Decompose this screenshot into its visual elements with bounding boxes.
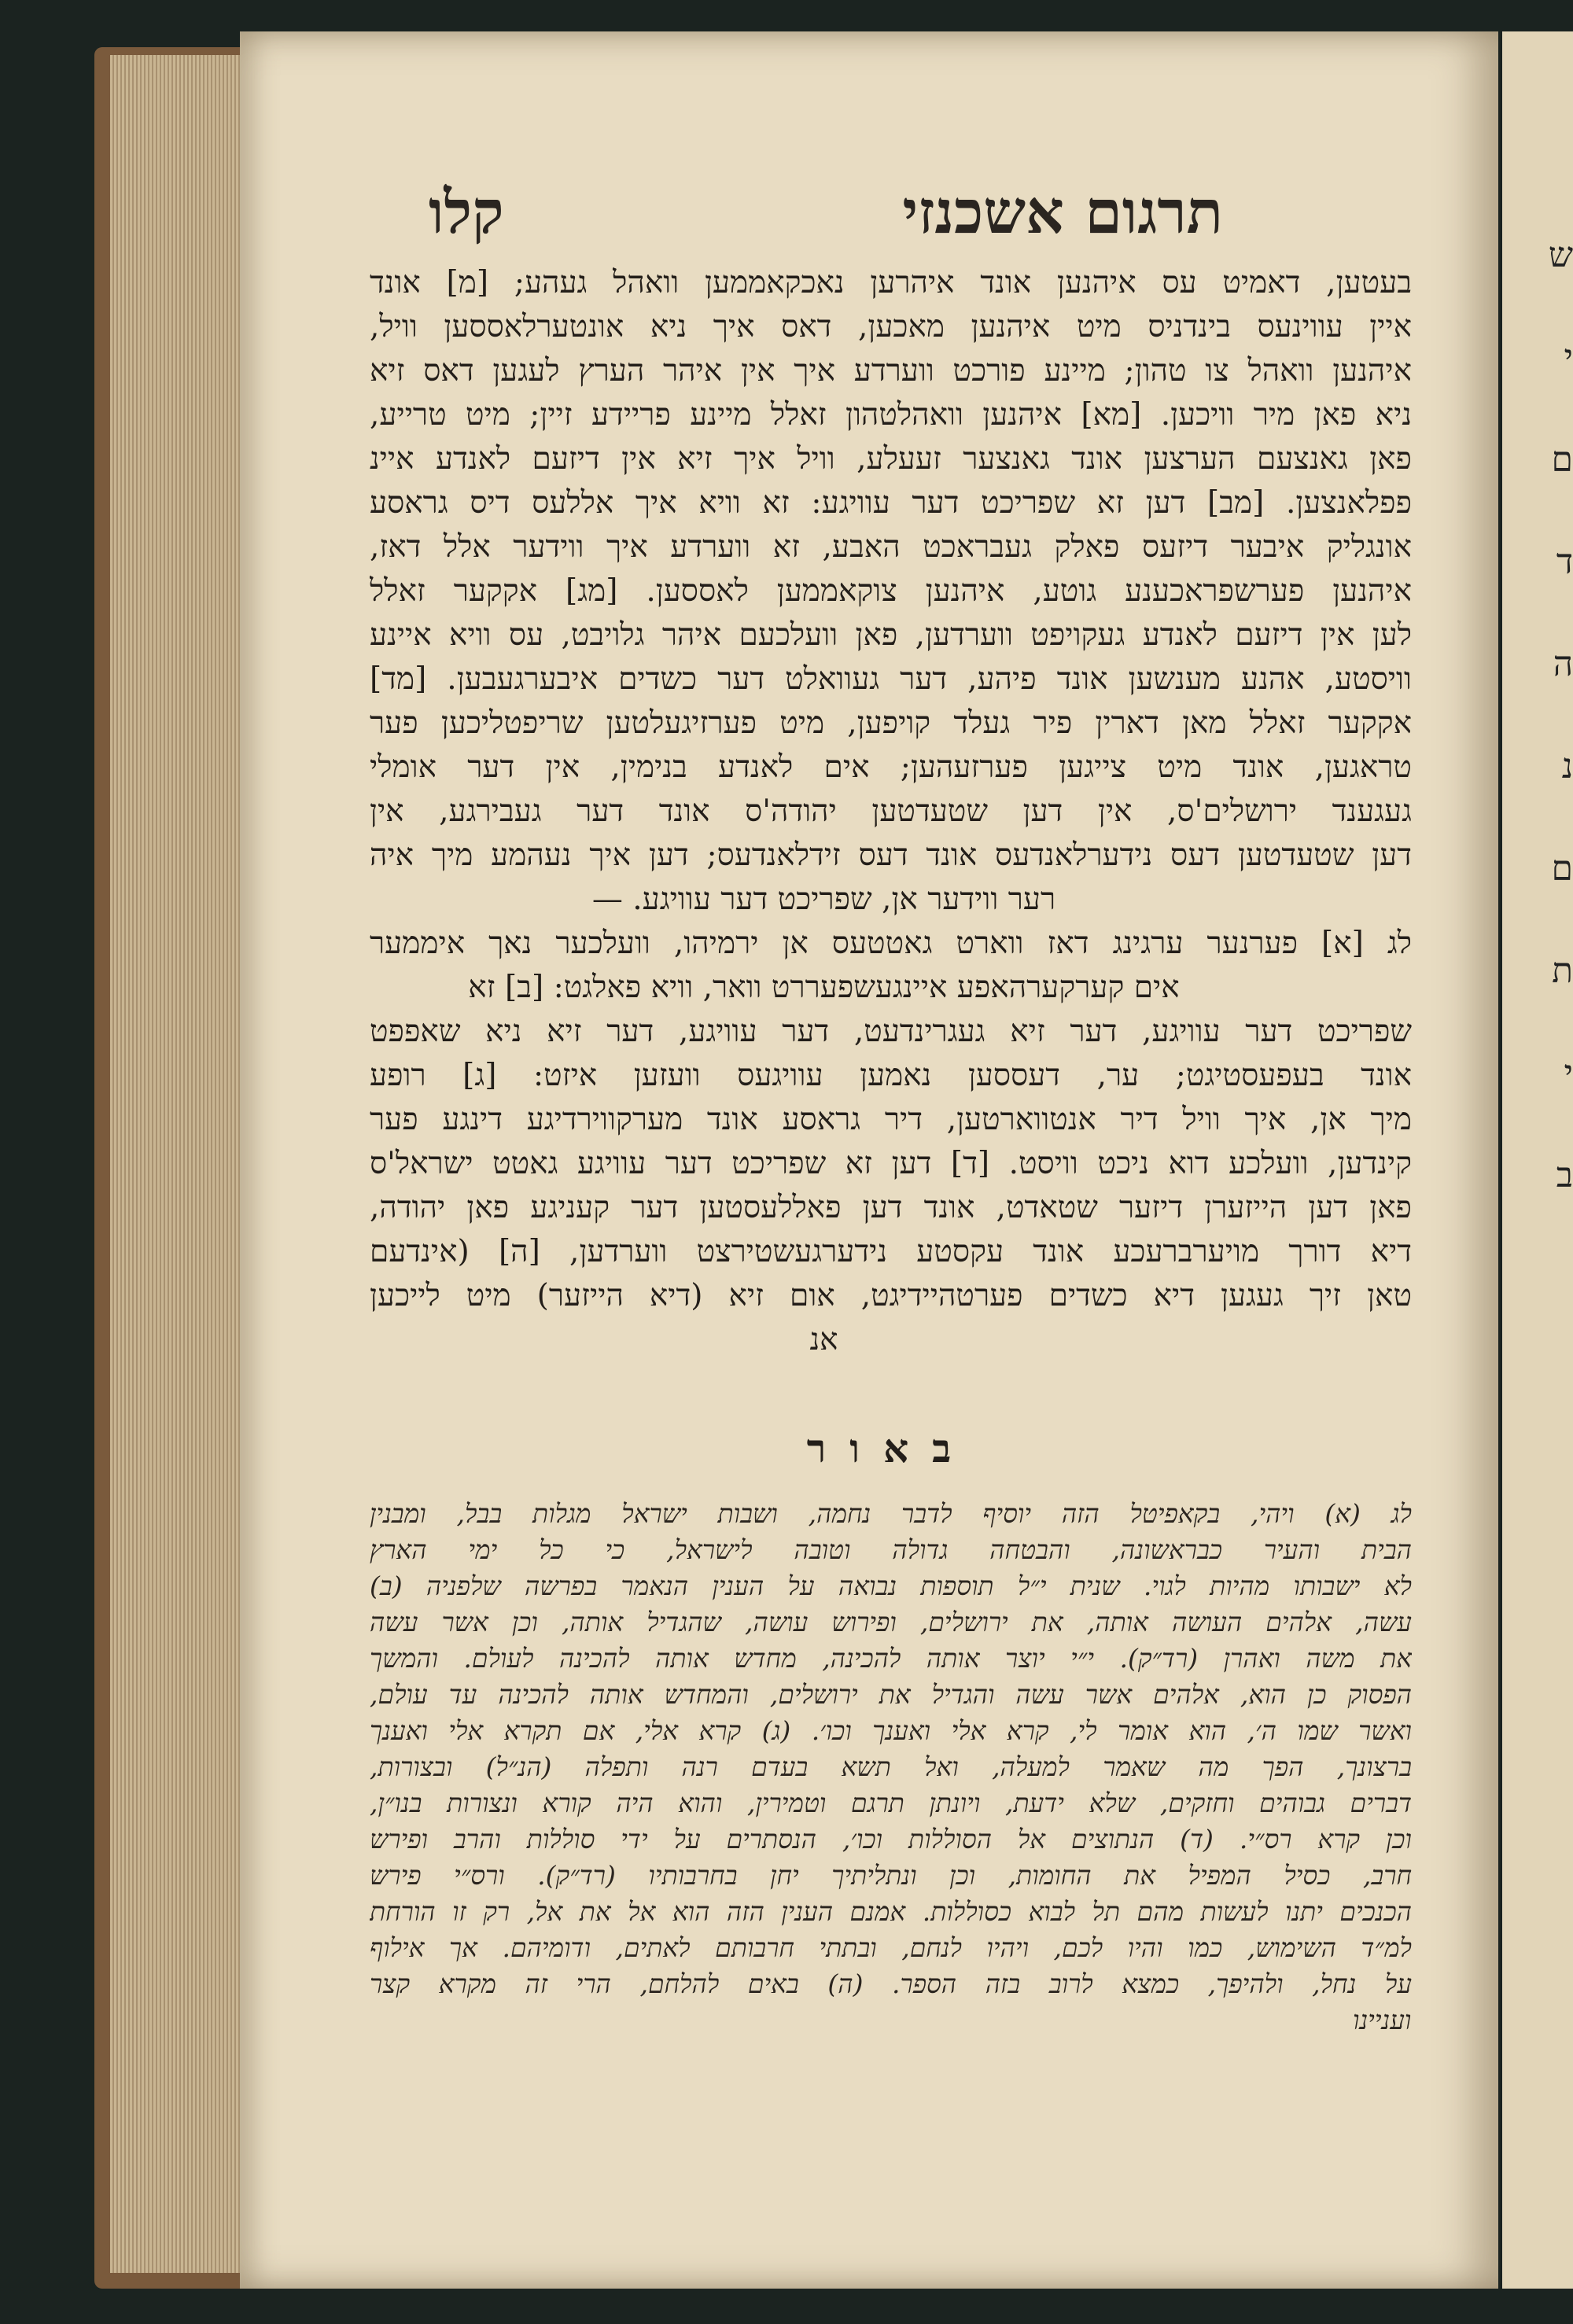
text-line: בעטען, דאמיט עס איהנען אונד איהרען נאכקאממען וואהל געהע; [מ] אונד <box>370 265 1412 300</box>
text-line: איהנען וואהל צו טהון; מיינע פורכט ווערדע איך אין איהר הערץ לעגען דאס זיא <box>370 353 1412 389</box>
text-line: אונגליק איבער דיזעס פאלק געבראכט האבע, זא ווערדע איך ווידער אלל דאז, <box>370 529 1412 565</box>
edge-fragment: י <box>1564 1053 1573 1093</box>
commentary-line: ועניינו <box>1353 2005 1412 2035</box>
commentary-line: הבית והעיר כבראשונה, והבטחה גדולה וטובה לישראל, כי כל ימי הארץ <box>370 1534 1412 1565</box>
edge-fragment: ת <box>1552 951 1573 991</box>
edge-fragment: נ <box>1561 746 1573 786</box>
commentary-text <box>370 1496 1412 2039</box>
text-line: איין עווינעס בינדניס מיט איהנען מאכען, דאס איך ניא אונטערלאססען וויל, <box>370 309 1412 344</box>
text-line: איהנען פערשפראכענע גוטע, איהנען צוקאממען לאססען. [מג] אקקער זאלל <box>370 573 1412 609</box>
text-line: געגענד ירושלים'ס, אין דען שטעדטען יהודה'ס אונד דער געבירגע, אין <box>370 794 1412 829</box>
page-number: קלו <box>429 177 504 247</box>
edge-fragment: ש <box>1548 235 1573 275</box>
commentary-line: וכן קרא רס״י. (ד) הנתוצים אל הסוללות וכו׳, הנסתרים על ידי סוללות והרב ופירש <box>370 1824 1412 1854</box>
edge-fragment: ד <box>1556 542 1573 582</box>
commentary-line: לג (א) ויהי, בקאפיטל הזה יוסיף לדבר נחמה, ושבות ישראל מגלות בבל, ומבנין <box>370 1498 1412 1529</box>
text-line: פפלאנצען. [מב] דען זא שפריכט דער עוויגע: זא וויא איך אללעס דיס גראסע <box>370 485 1412 521</box>
commentary-line: חרב, כסיל המפיל את החומות, וכן ונתליתיך יחן בחרבותיו (רד״ק). ורס״י פירש <box>370 1860 1412 1891</box>
page-edges <box>110 55 244 2273</box>
commentary-line: הפסוק כן הוא, אלהים אשר עשה והגדיל את ירושלים, והמחדש אותה להכינה עד עולם, <box>370 1679 1412 1710</box>
text-line: ניא פאן מיר וויכען. [מא] איהנען וואהלטהון זאלל מיינע פריידע זיין; מיט טרייע, <box>370 397 1412 433</box>
commentary-line: את משה ואהרן (רד״ק). י״י יוצר אותה להכינה, מחדש אותה להכינה לעולם. והמשך <box>370 1643 1412 1674</box>
commentary-heading: באור <box>806 1425 975 1471</box>
text-line: רער ווידער אן, שפריכט דער עוויגע. — <box>591 882 1056 917</box>
commentary-line: על נחל, ולהיפך, כמצא לרוב בזה הספר. (ה) באים להלחם, הרי זה מקרא קצר <box>370 1969 1412 1999</box>
text-line: מיך אן, איך וויל דיר אנטווארטען, דיר גראסע אונד מערקווירדיגע דינגע פער <box>370 1102 1412 1137</box>
commentary-line: עשה, אלהים העושה אותה, את ירושלים, ופירוש עושה, שהגדיל אותה, וכן אשר עשה <box>370 1607 1412 1637</box>
text-line: אונד בעפעסטיגט; ער, דעססען נאמען עוויגעס וועזען איזט: [ג] רופע <box>370 1058 1412 1093</box>
book-page <box>240 31 1498 2289</box>
commentary-line: ברצונך, הפך מה שאמר למעלה, ואל תשא בעדם רנה ותפלה (הנ״ל) ובצורות, <box>370 1751 1412 1782</box>
adjacent-page-edge <box>1502 31 1573 2289</box>
commentary-line: למ״ד השימוש, כמו והיו לכם, ויהיו לנחם, ובתתי חרבותם לאתים, ודומיהם. אך אילוף <box>370 1932 1412 1963</box>
edge-fragment: ם <box>1551 440 1573 480</box>
commentary-line: ואשר שמו ה׳, הוא אומר לי, קרא אלי ואענך וכו׳. (ג) קרא אלי, אם תקרא אלי ואענך <box>370 1715 1412 1746</box>
commentary-line: לא ישבותו מהיות לגוי. שנית י״ל תוספות נבואה על הענין הנאמר בפרשה שלפניה (ב) <box>370 1571 1412 1601</box>
text-line: פאן גאנצעם הערצען אונד גאנצער זעעלע, וויל איך זיא אין דיזעם לאנדע איינ <box>370 441 1412 477</box>
edge-fragment: ב <box>1556 1155 1573 1195</box>
text-line: קינדען, וועלכע דוא ניכט וויסט. [ד] דען זא שפריכט דער עוויגע גאטט ישראל'ס <box>370 1146 1412 1181</box>
text-line: פאן דען הייזערן דיזער שטאדט, אונד דען פאללעסטען דער קעניגע פאן יהודה, <box>370 1190 1412 1225</box>
edge-fragment: ה <box>1553 644 1573 684</box>
text-line: טראגען, אונד מיט צייגען פערזעהען; אים לאנדע בנימין, אין דער אומלי <box>370 749 1412 785</box>
edge-fragment: י <box>1564 337 1573 378</box>
text-line: אנ <box>809 1322 838 1357</box>
commentary-line: דברים גבוהים וחזקים, שלא ידעת, ויונתן תרגם וטמירין, והוא היה קורא ונצורות בנו״ן, <box>370 1788 1412 1818</box>
header-title: תרגום אשכנזי <box>902 177 1223 247</box>
main-text <box>370 261 1412 1362</box>
text-line: לג [א] פערנער ערגינג דאז ווארט גאטטעס אן ירמיהו, וועלכער נאך איממער <box>370 926 1412 961</box>
text-line: אים קערקערהאפע איינגעשפעררט וואר, וויא פאלגט: [ב] זא <box>468 970 1180 1005</box>
commentary-line: הכנכים יתנו לעשות מהם תל לבוא כסוללות. אמנם הענין הזה הוא אל את אל, רק זו הורחת <box>370 1896 1412 1927</box>
text-line: שפריכט דער עוויגע, דער זיא געגרינדעט, דער עוויגע, דער זיא ניא שאפפט <box>370 1014 1412 1049</box>
running-header <box>381 177 1365 252</box>
text-line: דען שטעדטען דעס נידערלאנדעס אונד דעס זידלאנדעס; דען איך נעהמע מיך איה <box>370 838 1412 873</box>
text-line: לען אין דיזעם לאנדע געקויפט ווערדען, פאן וועלכעם איהר גלויבט, עס וויא איינע <box>370 617 1412 653</box>
text-line: אקקער זאלל מאן דארין פיר געלד קויפען, מיט פערזיגעלטען שריפטליכען פער <box>370 705 1412 741</box>
text-line: דיא דורך מויערברעכע אונד עקסטע נידערגעשטירצט ווערדען, [ה] (אינדעם <box>370 1234 1412 1269</box>
edge-fragment: ם <box>1551 849 1573 889</box>
text-line: וויסטע, אהנע מענשען אונד פיהע, דער געוואלט דער כשדים איבערגעבען. [מד] <box>370 661 1412 697</box>
text-line: טאן זיך געגען דיא כשדים פערטהיידיגט, אום זיא (דיא הייזער) מיט לייכען <box>370 1278 1412 1313</box>
